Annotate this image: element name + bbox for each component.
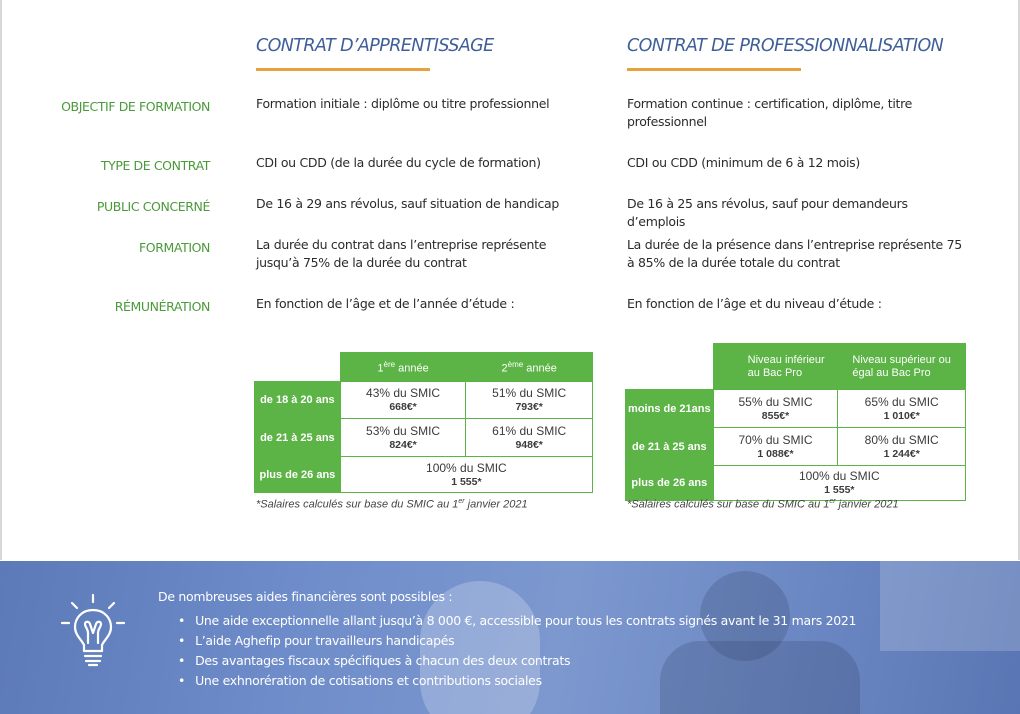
footnote-professionnalisation: *Salaires calculés sur base du SMIC au 1er janvier 2021 (627, 498, 899, 511)
table-row-label: moins de 21ans (626, 390, 714, 428)
cell-pro-objectif: Formation continue : certification, diplôme, titre professionnel (627, 96, 913, 129)
table-row-label: plus de 26 ans (255, 457, 341, 493)
row-label-type-contrat: TYPE DE CONTRAT (100, 158, 210, 173)
row-label-formation: FORMATION (139, 240, 210, 255)
cell-apprentissage-public: De 16 à 29 ans révolus, sauf situation de handicap (256, 196, 560, 211)
aides-list (178, 611, 856, 691)
cell-apprentissage-type: CDI ou CDD (de la durée du cycle de formation) (256, 155, 541, 170)
background-photo-shape (880, 561, 1020, 651)
row-label-objectif: OBJECTIF DE FORMATION (61, 99, 210, 114)
table-row (626, 390, 966, 428)
title-apprentissage: CONTRAT D’APPRENTISSAGE (256, 36, 494, 56)
list-item: • L’aide Aghefip pour travailleurs handicapés (178, 631, 856, 651)
table-cell: 65% du SMIC 1 010€* (838, 390, 966, 428)
title-underline-apprentissage (256, 68, 430, 71)
table-row-label: plus de 26 ans (626, 466, 714, 501)
row-label-remuneration: RÉMUNÉRATION (114, 299, 210, 314)
table-header-cell: 2ème année (466, 353, 593, 382)
list-item: • Une exhnorération de cotisations et contributions sociales (178, 671, 856, 691)
table-header-cell: Niveau supérieur ou égal au Bac Pro (838, 344, 966, 390)
table-cell: 61% du SMIC 948€* (466, 419, 593, 457)
cell-pro-public: De 16 à 25 ans révolus, sauf pour demandeurs d’emplois (627, 196, 908, 229)
title-professionnalisation: CONTRAT DE PROFESSIONNALISATION (627, 36, 944, 56)
page-edge-left (0, 0, 2, 560)
table-cell: 70% du SMIC 1 088€* (713, 428, 838, 466)
salary-table-professionnalisation (625, 343, 966, 501)
table-corner (626, 344, 714, 390)
cell-apprentissage-objectif: Formation initiale : diplôme ou titre professionnel (256, 96, 550, 111)
table-row-label: de 18 à 20 ans (255, 382, 341, 419)
cell-apprentissage-formation: La durée du contrat dans l’entreprise représente jusqu’à 75% de la durée du contrat (256, 237, 547, 270)
table-row (255, 419, 593, 457)
cell-apprentissage-remuneration: En fonction de l’âge et de l’année d’étude : (256, 296, 515, 311)
list-item: • Des avantages fiscaux spécifiques à chacun des deux contrats (178, 651, 856, 671)
table-cell: 53% du SMIC 824€* (340, 419, 466, 457)
table-header-cell: Niveau inférieur au Bac Pro (713, 344, 838, 390)
table-cell: 55% du SMIC 855€* (713, 390, 838, 428)
table-row (626, 428, 966, 466)
list-item: • Une aide exceptionnelle allant jusqu’à 8 000 €, accessible pour tous les contrats signés avant le 31 mars 2021 (178, 611, 856, 631)
aides-heading: De nombreuses aides financières sont possibles : (158, 589, 453, 604)
table-cell: 43% du SMIC 668€* (340, 382, 466, 419)
table-row (255, 457, 593, 493)
title-underline-professionnalisation (627, 68, 801, 71)
lightbulb-icon (58, 593, 128, 673)
table-cell-merged: 100% du SMIC 1 555* (340, 457, 592, 493)
cell-pro-formation: La durée de la présence dans l’entreprise représente 75 à 85% de la durée totale du contrat (627, 237, 962, 270)
table-cell: 51% du SMIC 793€* (466, 382, 593, 419)
cell-pro-type: CDI ou CDD (minimum de 6 à 12 mois) (627, 155, 860, 170)
table-cell-merged: 100% du SMIC 1 555* (713, 466, 965, 501)
cell-pro-remuneration: En fonction de l’âge et du niveau d’étude : (627, 296, 882, 311)
row-label-public: PUBLIC CONCERNÉ (96, 199, 210, 214)
table-row (626, 466, 966, 501)
footnote-apprentissage: *Salaires calculés sur base du SMIC au 1er janvier 2021 (256, 498, 528, 511)
table-row-label: de 21 à 25 ans (255, 419, 341, 457)
table-row (255, 382, 593, 419)
aides-banner (0, 561, 1020, 714)
table-corner (255, 353, 341, 382)
salary-table-apprentissage (254, 352, 593, 493)
table-header-cell: 1ère année (340, 353, 466, 382)
table-cell: 80% du SMIC 1 244€* (838, 428, 966, 466)
table-row-label: de 21 à 25 ans (626, 428, 714, 466)
